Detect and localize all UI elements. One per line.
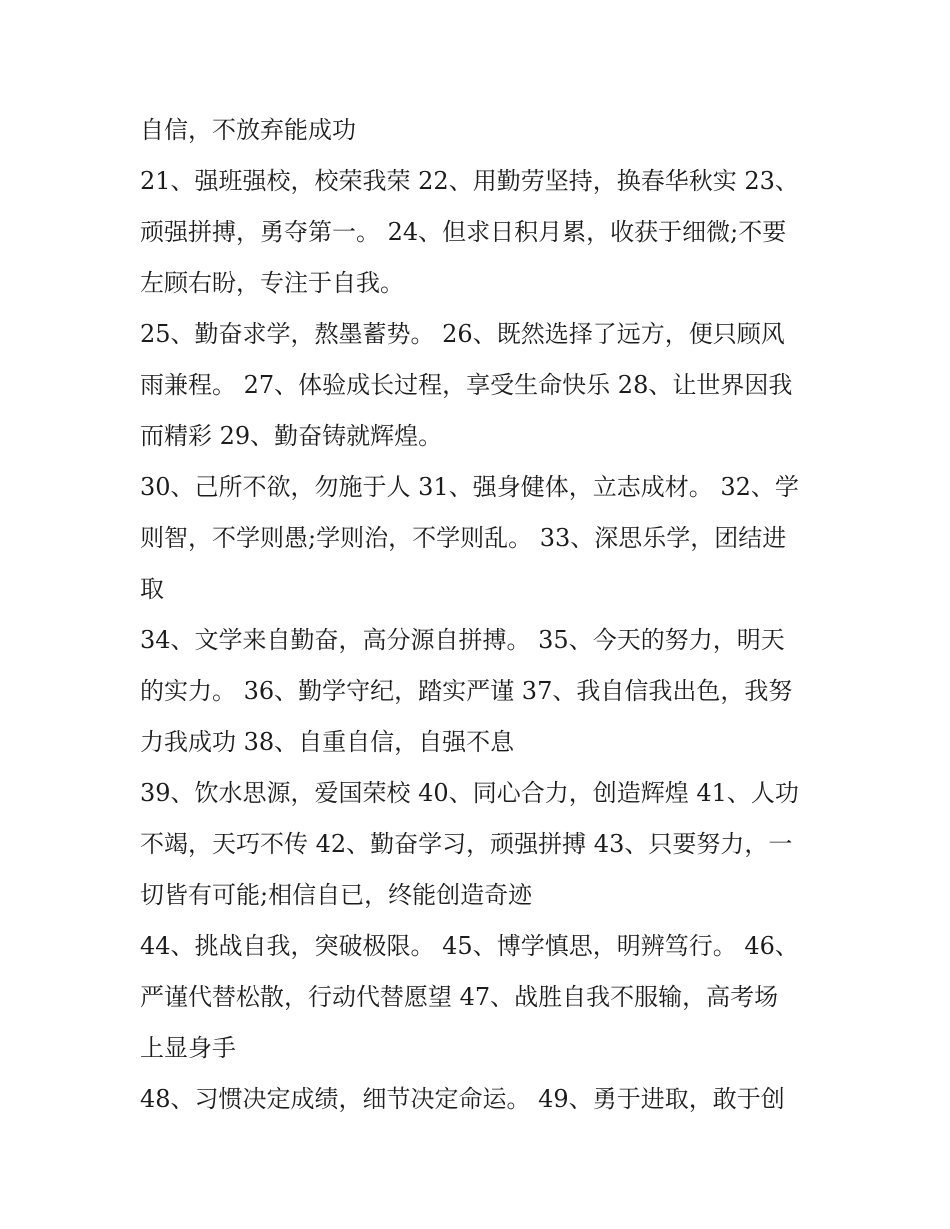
- text-line-20: 48、习惯决定成绩，细节决定命运。 49、勇于进取，敢于创: [140, 1085, 785, 1113]
- text-line-15: 不竭，天巧不传 42、勤奋学习，顽强拼搏 43、只要努力，一: [140, 830, 793, 858]
- text-line-5: 25、勤奋求学，熬墨蓄势。 26、既然选择了远方，便只顾风: [140, 320, 785, 348]
- text-line-14: 39、饮水思源，爱国荣校 40、同心合力，创造辉煌 41、人功: [140, 779, 799, 807]
- text-line-11: 34、文学来自勤奋，高分源自拼搏。 35、今天的努力，明天: [140, 626, 785, 654]
- text-line-19: 上显身手: [140, 1034, 236, 1062]
- text-line-7: 而精彩 29、勤奋铸就辉煌。: [140, 422, 443, 450]
- text-line-6: 雨兼程。 27、体验成长过程，享受生命快乐 28、让世界因我: [140, 371, 793, 399]
- text-line-9: 则智，不学则愚;学则治，不学则乱。 33、深思乐学，团结进: [140, 524, 787, 552]
- text-line-13: 力我成功 38、自重自信，自强不息: [140, 728, 515, 756]
- text-line-1: 自信，不放弃能成功: [140, 116, 356, 144]
- text-line-2: 21、强班强校，校荣我荣 22、用勤劳坚持，换春华秋实 23、: [140, 167, 799, 195]
- text-line-4: 左顾右盼，专注于自我。: [140, 269, 404, 297]
- text-line-17: 44、挑战自我，突破极限。 45、博学慎思，明辨笃行。 46、: [140, 932, 799, 960]
- text-line-8: 30、己所不欲，勿施于人 31、强身健体，立志成材。 32、学: [140, 473, 799, 501]
- text-line-3: 顽强拼搏，勇夺第一。 24、但求日积月累，收获于细微;不要: [140, 218, 787, 246]
- text-line-12: 的实力。 36、勤学守纪，踏实严谨 37、我自信我出色，我努: [140, 677, 793, 705]
- text-line-16: 切皆有可能;相信自已，终能创造奇迹: [140, 881, 533, 909]
- text-line-10: 取: [140, 575, 164, 603]
- text-line-18: 严谨代替松散，行动代替愿望 47、战胜自我不服输，高考场: [140, 983, 779, 1011]
